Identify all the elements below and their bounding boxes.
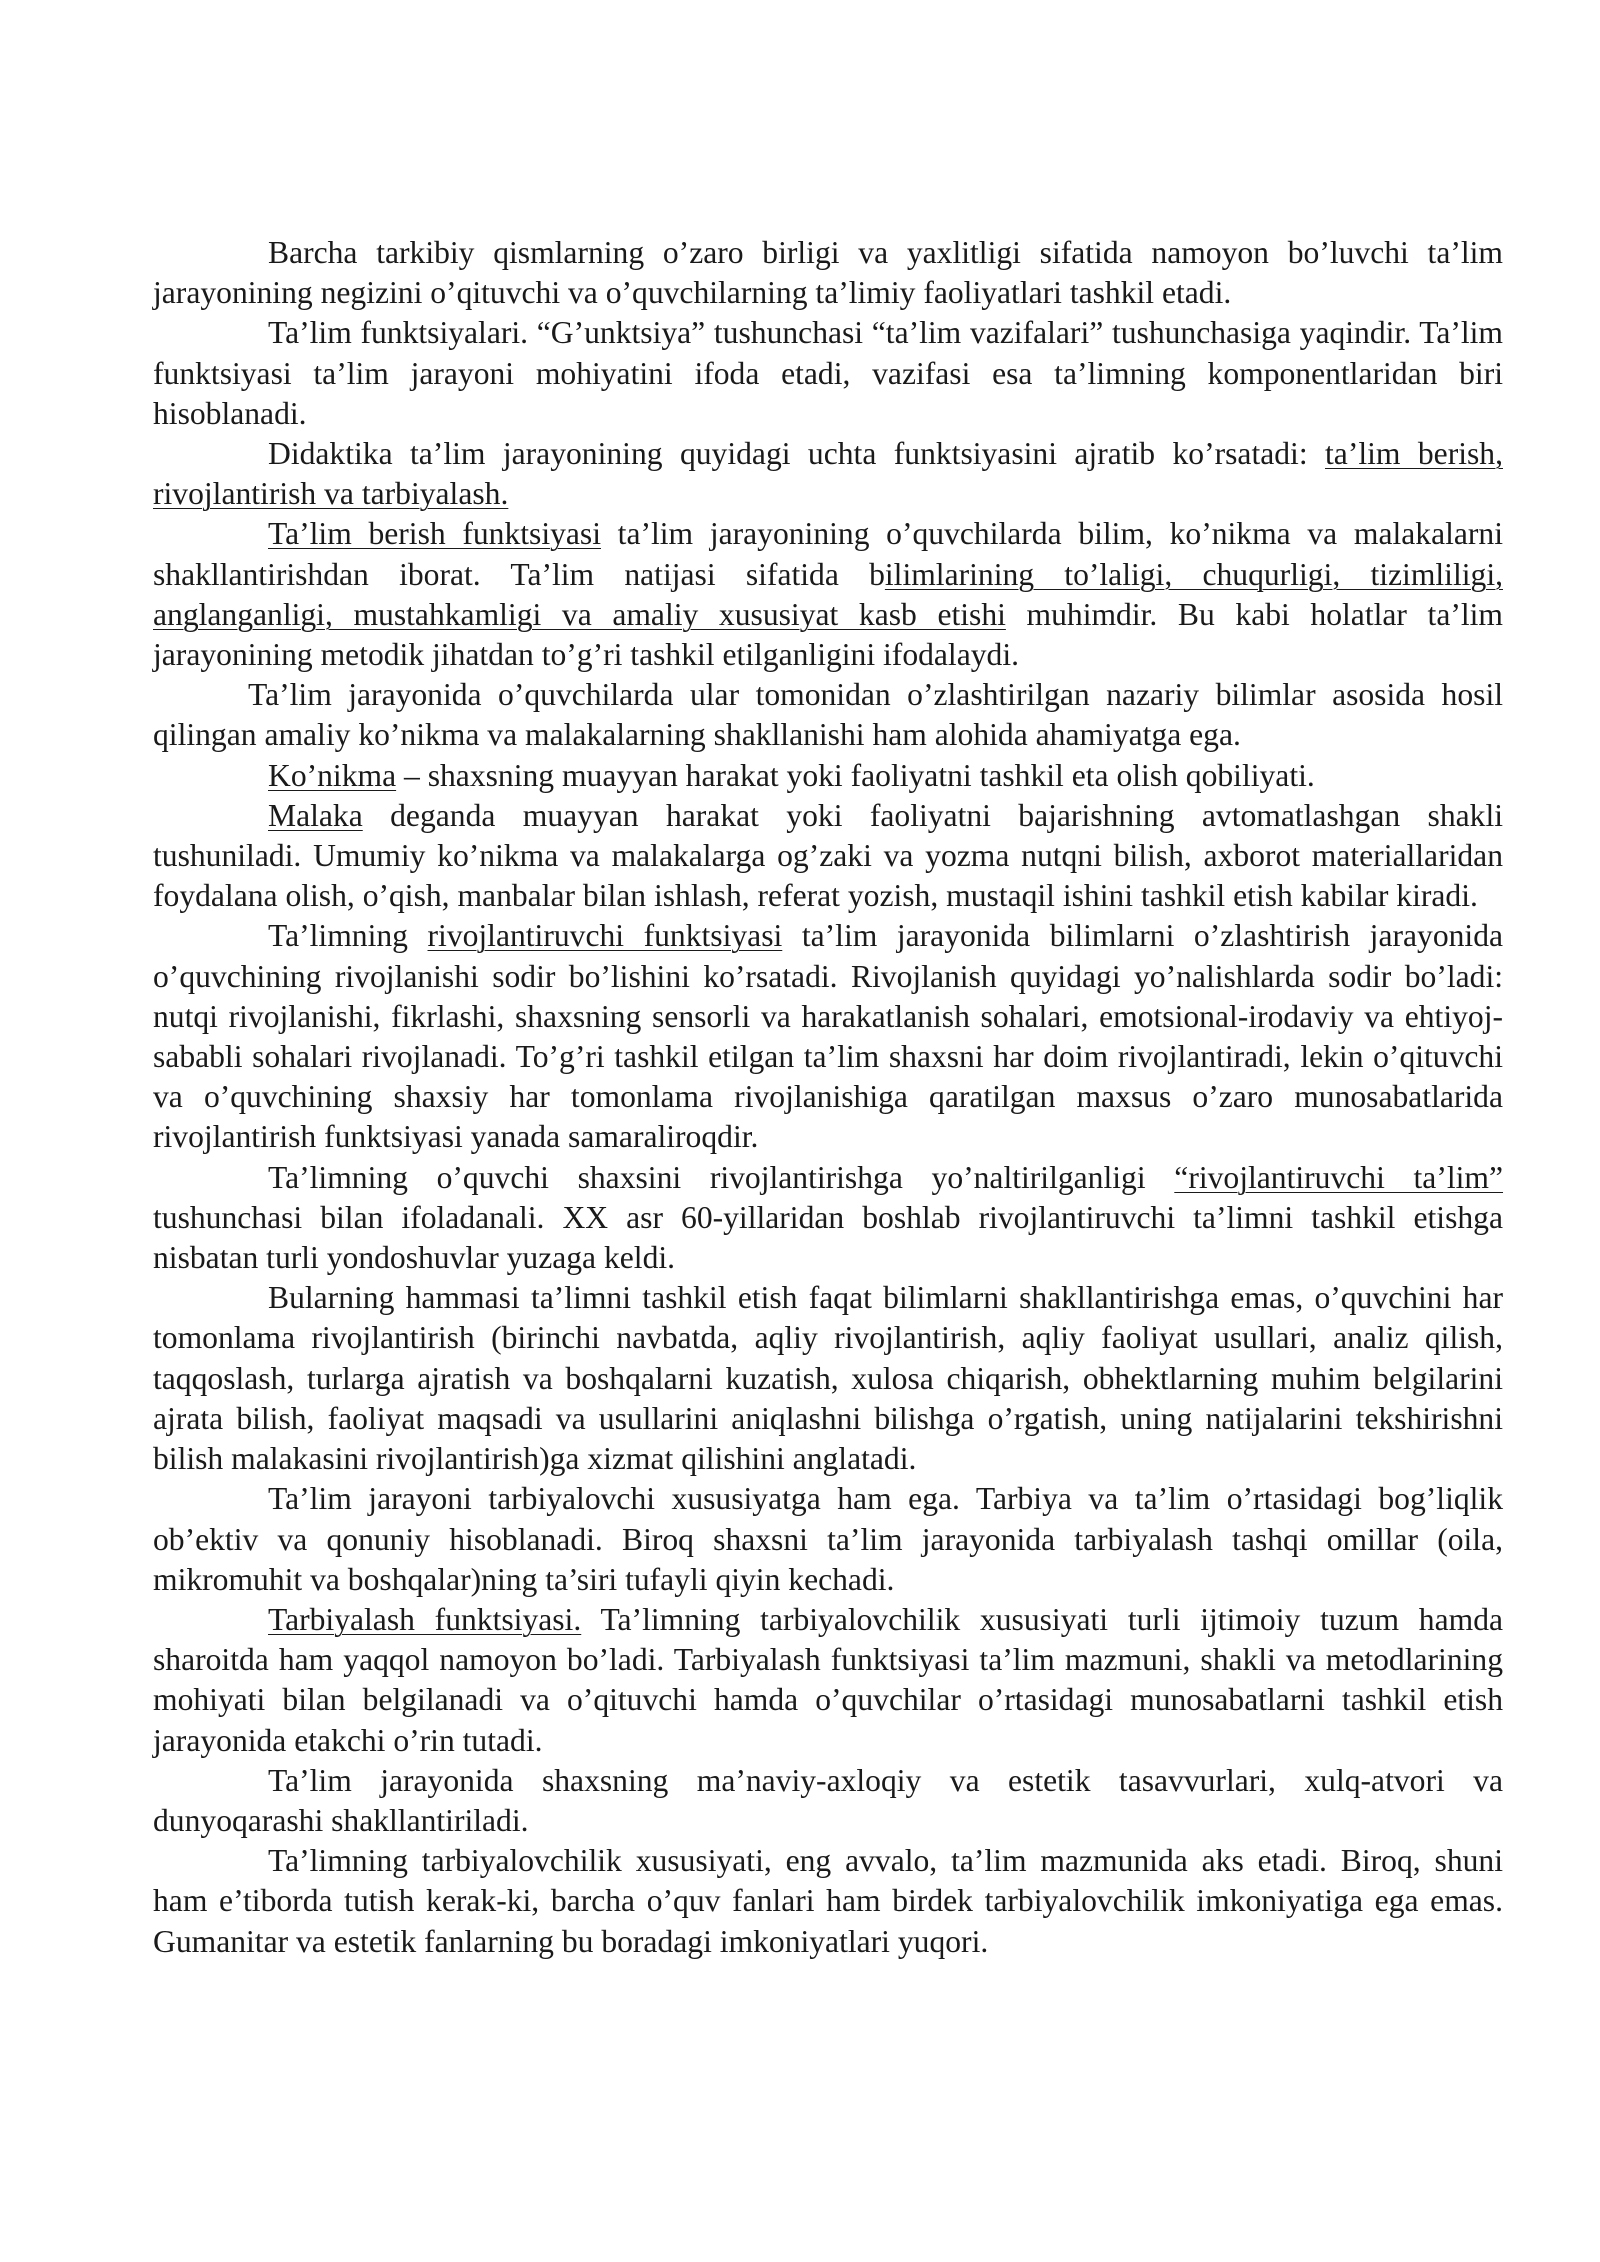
paragraph-6 (153, 756, 1503, 796)
text: Ta’limning tarbiyalovchilik xususiyati, eng avvalo, ta’lim mazmunida aks etadi. Biroq, shuni ham e’tiborda tutish kerak-ki, barcha o’quv fanlari ham birdek tarbiyalovchilik imkoniyatiga ega emas. Gumanitar va estetik fanlarning bu boradagi imkoniyatlari yuqori. (153, 1843, 1503, 1959)
paragraph-3 (153, 434, 1503, 514)
text: Didaktika ta’lim jarayonining quyidagi uchta funktsiyasini ajratib ko’rsatadi: (268, 436, 1326, 472)
text: Ta’lim jarayoni tarbiyalovchi xususiyatga ham ega. Tarbiya va ta’lim o’rtasidagi bog’liqlik ob’ektiv va qonuniy hisoblanadi. Biroq shaxsni ta’lim jarayonida tarbiyalash tashqi omillar (oila, mikromuhit va boshqalar)ning ta’siri tufayli qiyin kechadi. (153, 1481, 1503, 1597)
document-body (153, 233, 1503, 1962)
underlined-text: ta’lim berish, rivojlantirish va tarbiyalash. (153, 436, 1503, 512)
paragraph-8 (153, 916, 1503, 1157)
text: Bularning hammasi ta’limni tashkil etish faqat bilimlarni shakllantirishga emas, o’quvchini har tomonlama rivojlantirish (birinchi navbatda, aqliy rivojlantirish, aqliy faoliyat usullari, analiz qilish, taqqoslash, turlarga ajratish va boshqalarni kuzatish, xulosa chiqarish, obhektlarning muhim belgilarini ajrata bilish, faoliyat maqsadi va usullarini aniqlashni bilishga o’rgatish, uning natijalarini tekshirishni bilish malakasini rivojlantirish)ga xizmat qilishini anglatadi. (153, 1280, 1503, 1477)
paragraph-1 (153, 233, 1503, 313)
text: Ta’lim jarayonida shaxsning ma’naviy-axloqiy va estetik tasavvurlari, xulq-atvori va dunyoqarashi shakllantiriladi. (153, 1762, 1503, 1838)
text: Barcha tarkibiy qismlarning o’zaro birligi va yaxlitligi sifatida namoyon bo’luvchi ta’lim jarayonining negizini o’qituvchi va o’quvchilarning ta’limiy faoliyatlari tashkil etadi. (153, 235, 1503, 311)
underlined-term: Tarbiyalash funktsiyasi. (268, 1601, 582, 1637)
text: Ta’lim funktsiyalari. “G’unktsiya” tushunchasi “ta’lim vazifalari” tushunchasiga yaqindir. Ta’lim funktsiyasi ta’lim jarayoni mohiyatini ifoda etadi, vazifasi esa ta’limning komponentlaridan biri hisoblanadi. (153, 315, 1503, 431)
text: Ta’limning tarbiyalovchilik xususiyati turli ijtimoiy tuzum hamda sharoitda ham yaqqol namoyon bo’ladi. Tarbiyalash funktsiyasi ta’lim mazmuni, shakli va metodlarining mohiyati bilan belgilanadi va o’qituvchi hamda o’quvchilar o’rtasidagi munosabatlarni tashkil etish jarayonida etakchi o’rin tutadi. (153, 1601, 1504, 1758)
paragraph-14 (153, 1841, 1503, 1962)
paragraph-4 (153, 514, 1503, 675)
paragraph-2 (153, 313, 1503, 434)
underlined-term: rivojlantiruvchi funktsiyasi (427, 918, 783, 954)
text: – shaxsning muayyan harakat yoki faoliyatni tashkil eta olish qobiliyati. (396, 757, 1315, 793)
underlined-term: Ta’lim berish funktsiyasi (268, 516, 601, 552)
text: muhimdir. Bu kabi holatlar ta’lim jarayonining metodik jihatdan to’g’ri tashkil etilganligini ifodalaydi. (153, 596, 1504, 673)
underlined-text: ilimlarining to’laligi, chuqurligi, tizimliligi, anglanganligi, mustahkamligi va amaliy xususiyat kasb etishi (153, 556, 1503, 632)
paragraph-7 (153, 796, 1503, 917)
text: deganda muayyan harakat yoki faoliyatni bajarishning avtomatlashgan shakli tushuniladi. Umumiy ko’nikma va malakalarga og’zaki va yozma nutqni bilish, axborot materiallaridan foydalana olish, o’qish, manbalar bilan ishlash, referat yozish, mustaqil ishini tashkil etish kabilar kiradi. (153, 797, 1503, 914)
paragraph-10 (153, 1278, 1503, 1479)
underlined-term: Malaka (268, 797, 363, 833)
underlined-term: Ko’nikma (268, 757, 397, 793)
underlined-term: “rivojlantiruvchi ta’lim” (1174, 1159, 1504, 1195)
text: Ta’limning (268, 918, 428, 954)
paragraph-9 (153, 1158, 1503, 1279)
text: Ta’limning o’quvchi shaxsini rivojlantirishga yo’naltirilganligi (268, 1159, 1175, 1195)
paragraph-11 (153, 1479, 1503, 1600)
text: ta’lim jarayonida bilimlarni o’zlashtirish jarayonida o’quvchining rivojlanishi sodir bo’lishini ko’rsatadi. Rivojlanish quyidagi yo’nalishlarda sodir bo’ladi: nutqi rivojlanishi, fikrlashi, shaxsning sensorli va harakatlanish sohalari, emotsional-irodaviy va ehtiyoj-sababli sohalari rivojlanadi. To’g’ri tashkil etilgan ta’lim shaxsni har doim rivojlantiradi, lekin o’qituvchi va o’quvchining shaxsiy har tomonlama rivojlanishiga qaratilgan maxsus o’zaro munosabatlarida rivojlantirish funktsiyasi yanada samaraliroqdir. (153, 918, 1504, 1155)
text: Ta’lim jarayonida o’quvchilarda ular tomonidan o’zlashtirilgan nazariy bilimlar asosida hosil qilingan amaliy ko’nikma va malakalarning shakllanishi ham alohida ahamiyatga ega. (153, 677, 1503, 753)
paragraph-13 (153, 1761, 1503, 1841)
paragraph-12 (153, 1600, 1503, 1761)
paragraph-5 (153, 675, 1503, 755)
text: ta’lim jarayonining o’quvchilarda bilim, ko’nikma va malakalarni shakllantirishdan iborat. Ta’lim natijasi sifatida b (153, 516, 1503, 592)
text: tushunchasi bilan ifoladanali. XX asr 60-yillaridan boshlab rivojlantiruvchi ta’limni tashkil etishga nisbatan turli yondoshuvlar yuzaga keldi. (153, 1199, 1503, 1276)
